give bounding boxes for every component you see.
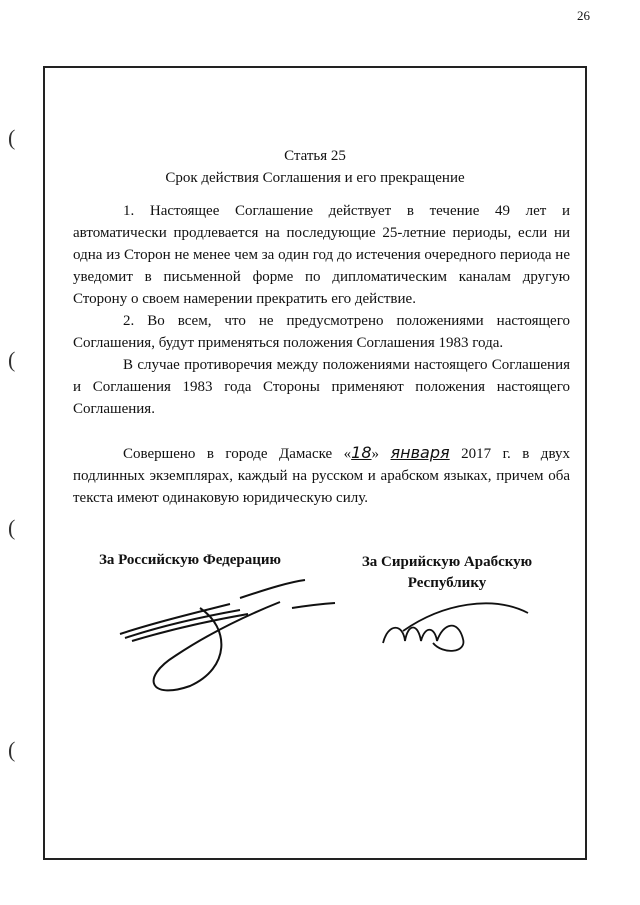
paragraph: В случае противоречия между положениями настоящего Соглашения и Соглашения 1983 года Стороны применяют положения настоящего Соглашения. bbox=[73, 357, 570, 417]
signature-syria bbox=[363, 583, 543, 673]
handwritten-day: 18 bbox=[351, 443, 372, 462]
binding-hole-mark: ( bbox=[8, 737, 16, 762]
signatory-russia: За Российскую Федерацию bbox=[98, 552, 282, 568]
handwritten-month: января bbox=[390, 443, 450, 462]
article-title: Статья 25 bbox=[284, 148, 346, 164]
article-body bbox=[73, 200, 570, 509]
page-frame bbox=[43, 66, 587, 860]
concluded-prefix: Совершено в городе Дамаске « bbox=[123, 446, 352, 462]
article-subtitle: Срок действия Соглашения и его прекращение bbox=[165, 170, 465, 186]
signature-russia bbox=[80, 568, 340, 708]
binding-hole-mark: ( bbox=[8, 125, 16, 150]
signatory-syria-line2: Республику bbox=[407, 575, 487, 591]
page-number: 26 bbox=[577, 8, 590, 23]
binding-hole-mark: ( bbox=[8, 347, 16, 372]
concluded-suffix: 2017 г. в двух подлинных экземплярах, каждый на русском и арабском языках, причем оба текста имеют одинаковую юридическую силу. bbox=[73, 446, 571, 506]
concluded-paragraph bbox=[73, 442, 570, 509]
concluded-middle: » bbox=[371, 446, 391, 462]
paragraph: 1. Настоящее Соглашение действует в течение 49 лет и автоматически продлевается на последующие 25-летние периоды, если ни одна из Сторон не менее чем за один год до истечения очередного периода не уведомит в письменной форме по дипломатическим каналам другую Сторону о своем намерении прекратить его действие. bbox=[73, 203, 570, 307]
paragraph: 2. Во всем, что не предусмотрено положениями настоящего Соглашения, будут применяться положения Соглашения 1983 года. bbox=[73, 313, 570, 351]
signatory-syria-line1: За Сирийскую Арабскую bbox=[361, 554, 533, 570]
binding-hole-mark: ( bbox=[8, 515, 16, 540]
